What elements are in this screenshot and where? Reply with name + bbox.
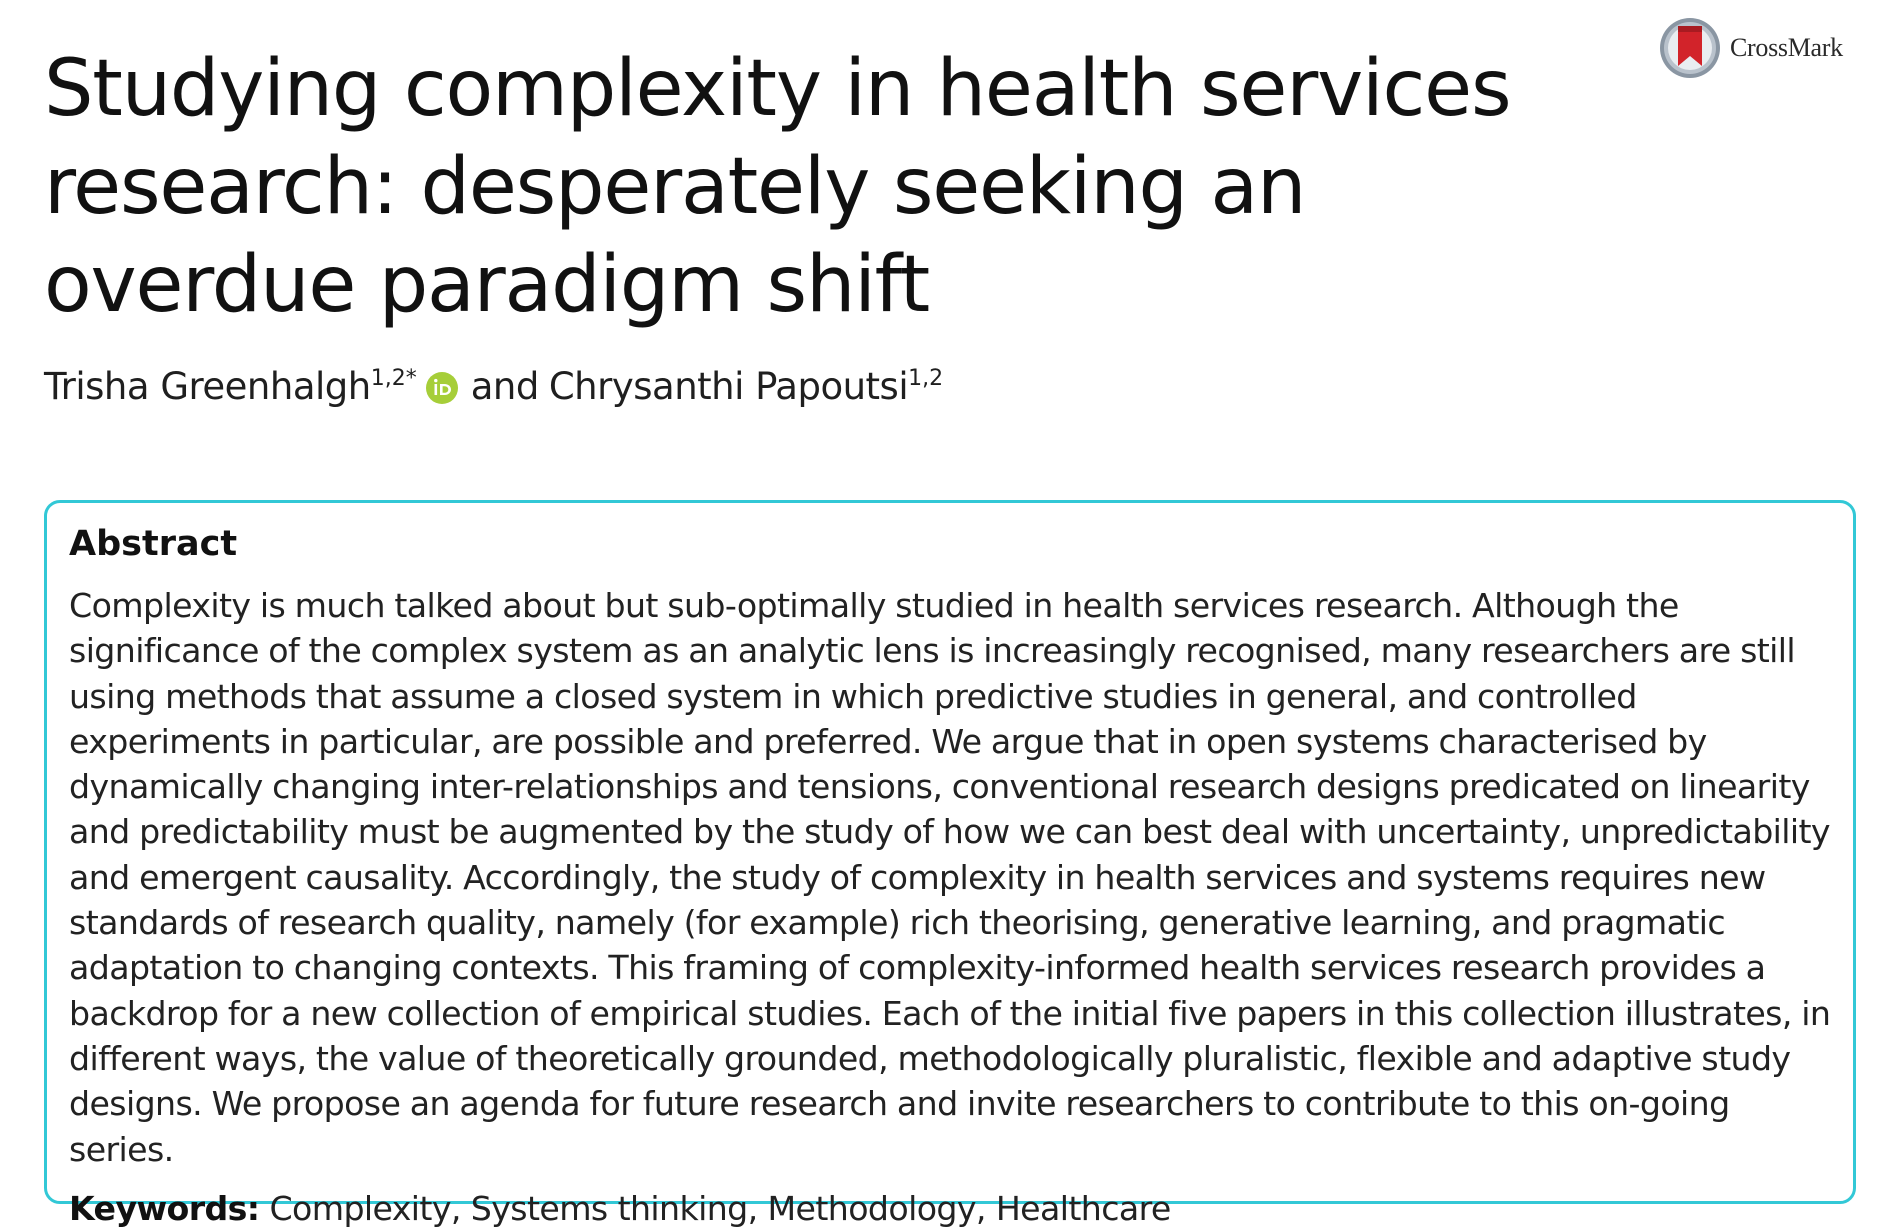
abstract-heading: Abstract <box>69 524 238 564</box>
crossmark-label: CrossMark <box>1730 33 1843 62</box>
abstract-box <box>44 500 1856 1228</box>
author-affiliation: 1,2 <box>908 366 944 391</box>
keywords-line <box>69 1186 1833 1232</box>
author-separator: and <box>470 365 539 408</box>
author-name[interactable]: Trisha Greenhalgh <box>44 365 371 408</box>
author-name[interactable]: Chrysanthi Papoutsi <box>548 365 909 408</box>
author-list <box>44 362 943 418</box>
keywords-label: Keywords: <box>69 1188 260 1228</box>
abstract-text: Complexity is much talked about but sub-optimally studied in health services research. Although the significance of the complex system as an analytic lens is increasingly recognised, many researchers are still using methods that assume a closed system in which predictive studies in general, and controlled experiments in particular, are possible and preferred. We argue that in open systems characterised by dynamically changing inter-relationships and tensions, conventional research designs predicated on linearity and predictability must be augmented by the study of how we can best deal with uncertainty, unpredictability and emergent causality. Accordingly, the study of complexity in health services and systems requires new standards of research quality, namely (for example) rich theorising, generative learning, and pragmatic adaptation to changing contexts. This framing of complexity-informed health services research provides a backdrop for a new collection of empirical studies. Each of the initial five papers in this collection illustrates, in different ways, the value of theoretically grounded, methodologically pluralistic, flexible and adaptive study designs. We propose an agenda for future research and invite researchers to contribute to this on-going series. <box>69 586 1831 1169</box>
keywords-value: Complexity, Systems thinking, Methodology, Healthcare <box>269 1188 1171 1228</box>
crossmark-icon <box>1658 16 1722 80</box>
author-affiliation: 1,2* <box>370 366 417 391</box>
paper-title: Studying complexity in health services research: desperately seeking an overdue paradigm shift <box>44 44 1511 330</box>
crossmark-badge[interactable] <box>1658 16 1843 80</box>
orcid-icon[interactable] <box>425 371 459 405</box>
